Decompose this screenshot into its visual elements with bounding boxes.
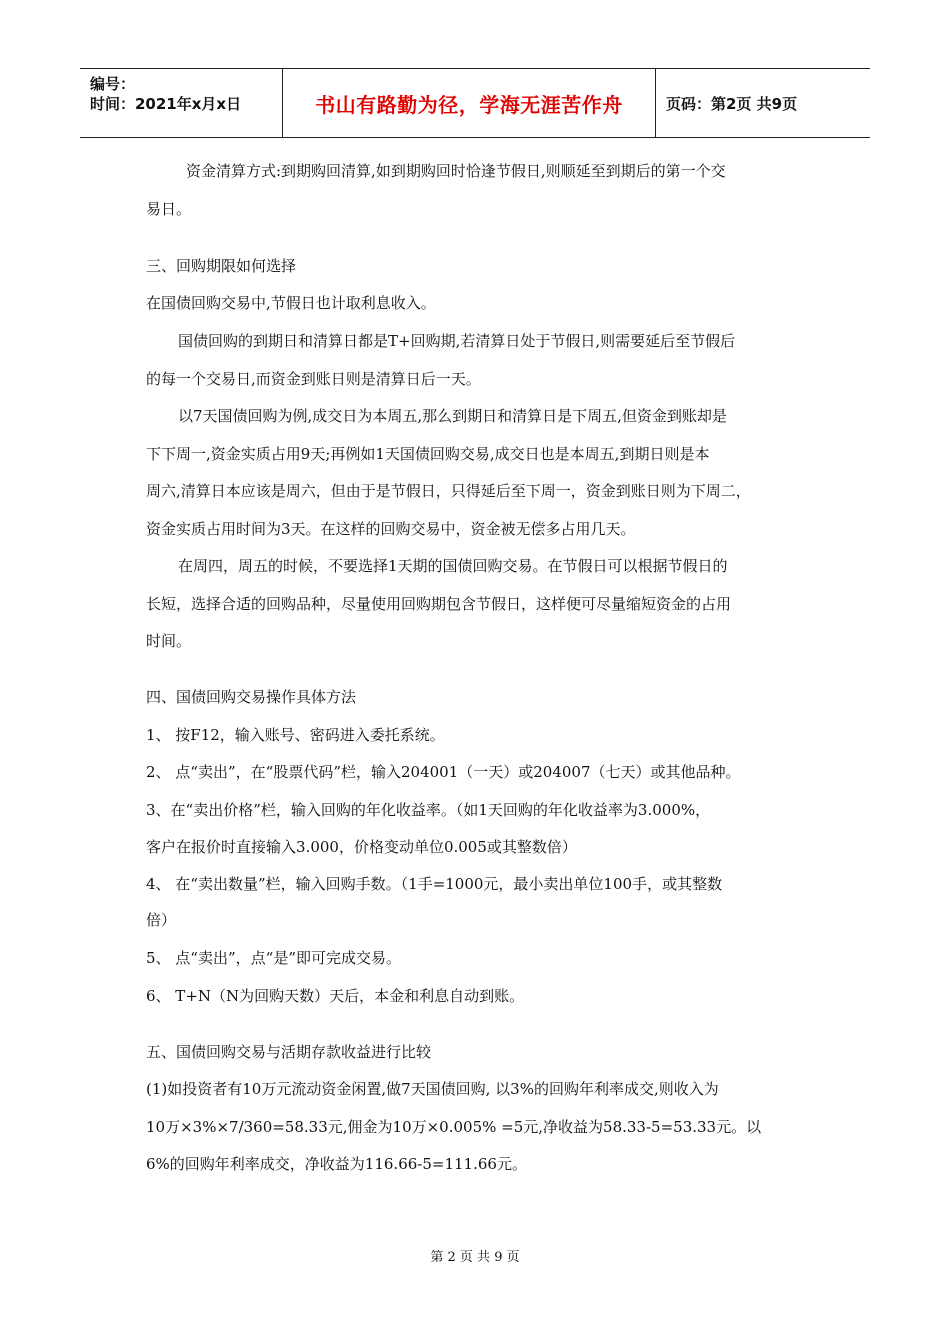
header-page-info: 页码：第2页 共9页 [666,95,798,113]
paragraph-line: 10万×3%×7/360=58.33元,佣金为10万×0.005% =5元,净收益为58.33-5=53.33元。以 [146,1118,762,1136]
page-footer: 第 2 页 共 9 页 [430,1250,520,1265]
paragraph-line: 国债回购的到期日和清算日都是T+回购期,若清算日处于节假日,则需要延后至节假后 [178,332,736,350]
list-item: 2、 点“卖出”，在“股票代码”栏，输入204001（一天）或204007（七天）或其他品种。 [146,763,741,781]
paragraph-line: 资金清算方式:到期购回清算,如到期购回时恰逢节假日,则顺延至到期后的第一个交 [186,162,726,180]
list-item: 5、 点“卖出”，点“是”即可完成交易。 [146,949,401,967]
paragraph-line: 6%的回购年利率成交，净收益为116.66-5=111.66元。 [146,1155,527,1173]
list-item: 3、在“卖出价格”栏，输入回购的年化收益率。（如1天回购的年化收益率为3.000%， [146,801,711,819]
serial-label: 编号： [90,75,136,93]
page-header [80,68,870,138]
section-heading: 五、国债回购交易与活期存款收益进行比较 [146,1043,432,1061]
paragraph-line: 在周四，周五的时候，不要选择1天期的国债回购交易。在节假日可以根据节假日的 [178,557,728,575]
date-label: 时间：2021年x月x日 [90,95,242,113]
section-heading: 四、国债回购交易操作具体方法 [146,688,357,706]
section-heading: 三、回购期限如何选择 [146,257,297,275]
list-item: 4、 在“卖出数量”栏，输入回购手数。（1手=1000元，最小卖出单位100手，或其整数 [146,875,723,893]
paragraph-line: 资金实质占用时间为3天。在这样的回购交易中，资金被无偿多占用几天。 [146,520,636,538]
paragraph-line: 时间。 [146,632,192,650]
paragraph-line: (1)如投资者有10万元流动资金闲置,做7天国债回购, 以3%的回购年利率成交,则收入为 [146,1080,719,1098]
paragraph-line: 下下周一,资金实质占用9天;再例如1天国债回购交易,成交日也是本周五,到期日则是本 [146,445,710,463]
paragraph-line: 在国债回购交易中,节假日也计取利息收入。 [146,294,436,312]
paragraph-line: 的每一个交易日,而资金到账日则是清算日后一天。 [146,370,481,388]
list-item: 6、 T+N（N为回购天数）天后，本金和利息自动到账。 [146,987,525,1005]
list-item: 1、 按F12，输入账号、密码进入委托系统。 [146,726,445,744]
list-item-continued: 倍） [146,911,177,929]
header-motto: 书山有路勤为径，学海无涯苦作舟 [283,69,656,137]
paragraph-line: 周六,清算日本应该是周六，但由于是节假日，只得延后至下周一，资金到账日则为下周二， [146,482,751,500]
paragraph-line: 易日。 [146,200,192,218]
header-meta-cell [80,69,283,137]
paragraph-line: 长短，选择合适的回购品种，尽量使用回购期包含节假日，这样便可尽量缩短资金的占用 [146,595,732,613]
list-item-continued: 客户在报价时直接输入3.000，价格变动单位0.005或其整数倍） [146,838,577,856]
paragraph-line: 以7天国债回购为例,成交日为本周五,那么到期日和清算日是下周五,但资金到账却是 [178,407,727,425]
